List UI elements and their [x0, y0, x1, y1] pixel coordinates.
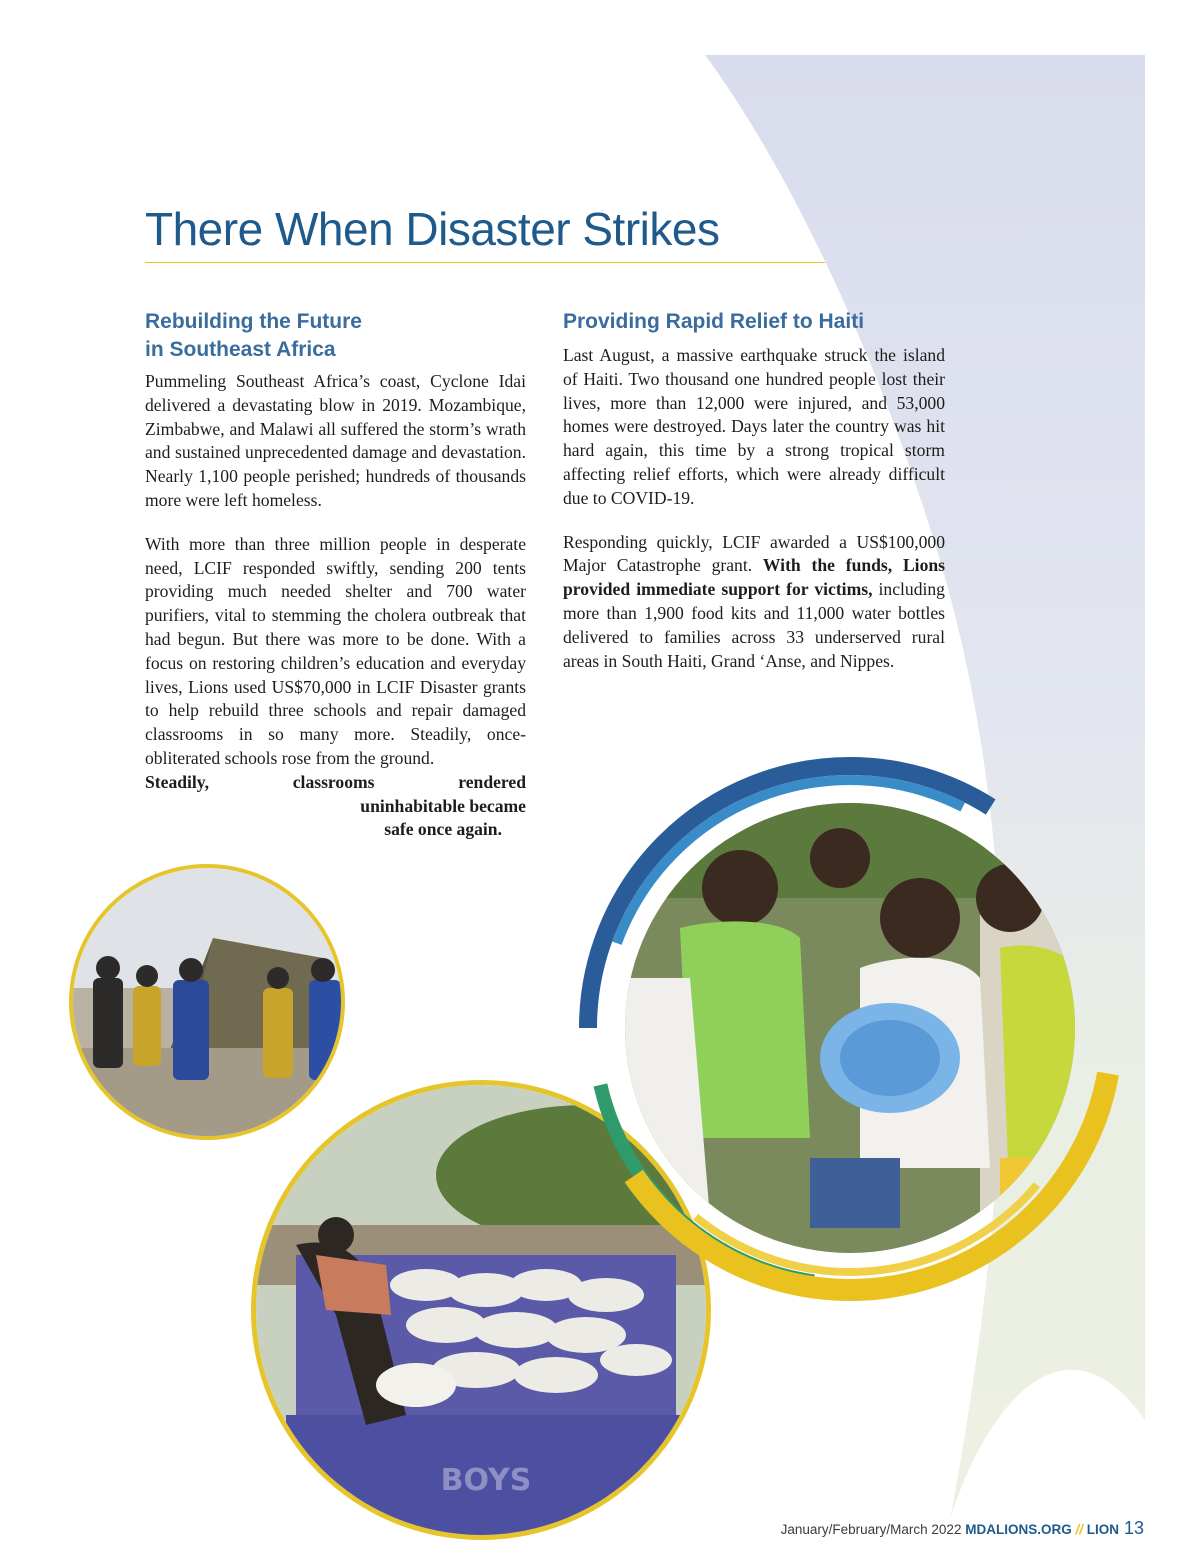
truck-sign-text: BOYS — [440, 1463, 532, 1498]
footer-date: January/February/March 2022 — [780, 1522, 966, 1537]
right-p2-part-a: Responding quickly, LCIF awarded a US$100,000 Major Catastrophe grant. — [563, 531, 945, 576]
page-footer — [781, 1518, 1144, 1539]
left-bold-callout — [145, 771, 526, 842]
haiti-brush-ring — [560, 738, 1140, 1318]
right-p2-bold: With the funds, Lions provided immediate support for victims, — [563, 555, 945, 600]
footer-site-link[interactable]: MDALIONS.ORG — [965, 1522, 1072, 1537]
left-heading — [145, 308, 526, 364]
right-paragraph-1: Last August, a massive earthquake struck the island of Haiti. Two thousand one hundred people lost their lives, more than 12,000 were injured, and 53,000 homes were destroyed. Days later the country was hit hard again, this time by a strong tropical storm affecting relief efforts, which were already difficult due to COVID-19. — [563, 345, 945, 508]
callout-line-3: safe once again. — [384, 819, 502, 840]
footer-separator: // — [1071, 1522, 1087, 1537]
page-number: 13 — [1118, 1518, 1144, 1538]
right-heading: Providing Rapid Relief to Haiti — [563, 310, 865, 333]
left-paragraph-2: With more than three million people in desperate need, LCIF responded swiftly, sending 200 tents providing much needed shelter and 700 water purifiers, vital to stemming the cholera outbreak that had begun. But there was more to be done. With a focus on restoring children’s education and everyday lives, Lions used US$70,000 in LCIF Disaster grants to help rebuild three schools and repair damaged classrooms in so many more. Steadily, once-obliterated schools rose from the ground. — [145, 533, 526, 768]
right-p2-part-b: including more than 1,900 food kits and 11,000 water bottles delivered to families across 33 underserved rural areas in South Haiti, Grand ‘Anse, and Nippes. — [563, 579, 945, 671]
right-column — [563, 308, 945, 693]
callout-line-2: uninhabitable became — [360, 795, 526, 816]
right-paragraph-2 — [563, 531, 945, 674]
tent-illustration — [73, 868, 341, 1136]
callout-line-1: Steadily, classrooms rendered — [145, 771, 526, 792]
left-heading-line2: in Southeast Africa — [145, 338, 336, 361]
footer-magazine: LION — [1086, 1522, 1119, 1537]
left-column — [145, 308, 526, 842]
title-divider — [145, 262, 825, 263]
photo-tent — [73, 868, 341, 1136]
left-heading-line1: Rebuilding the Future — [145, 310, 362, 333]
photo-haiti — [560, 738, 1140, 1318]
left-paragraph-1: Pummeling Southeast Africa’s coast, Cyclone Idai delivered a devastating blow in 2019. Mozambique, Zimbabwe, and Malawi all suffered the storm’s wrath and sustained unprecedented damage and devastation. Nearly 1,100 people perished; hundreds of thousands more were left homeless. — [145, 371, 526, 510]
article-title: There When Disaster Strikes — [145, 203, 720, 255]
